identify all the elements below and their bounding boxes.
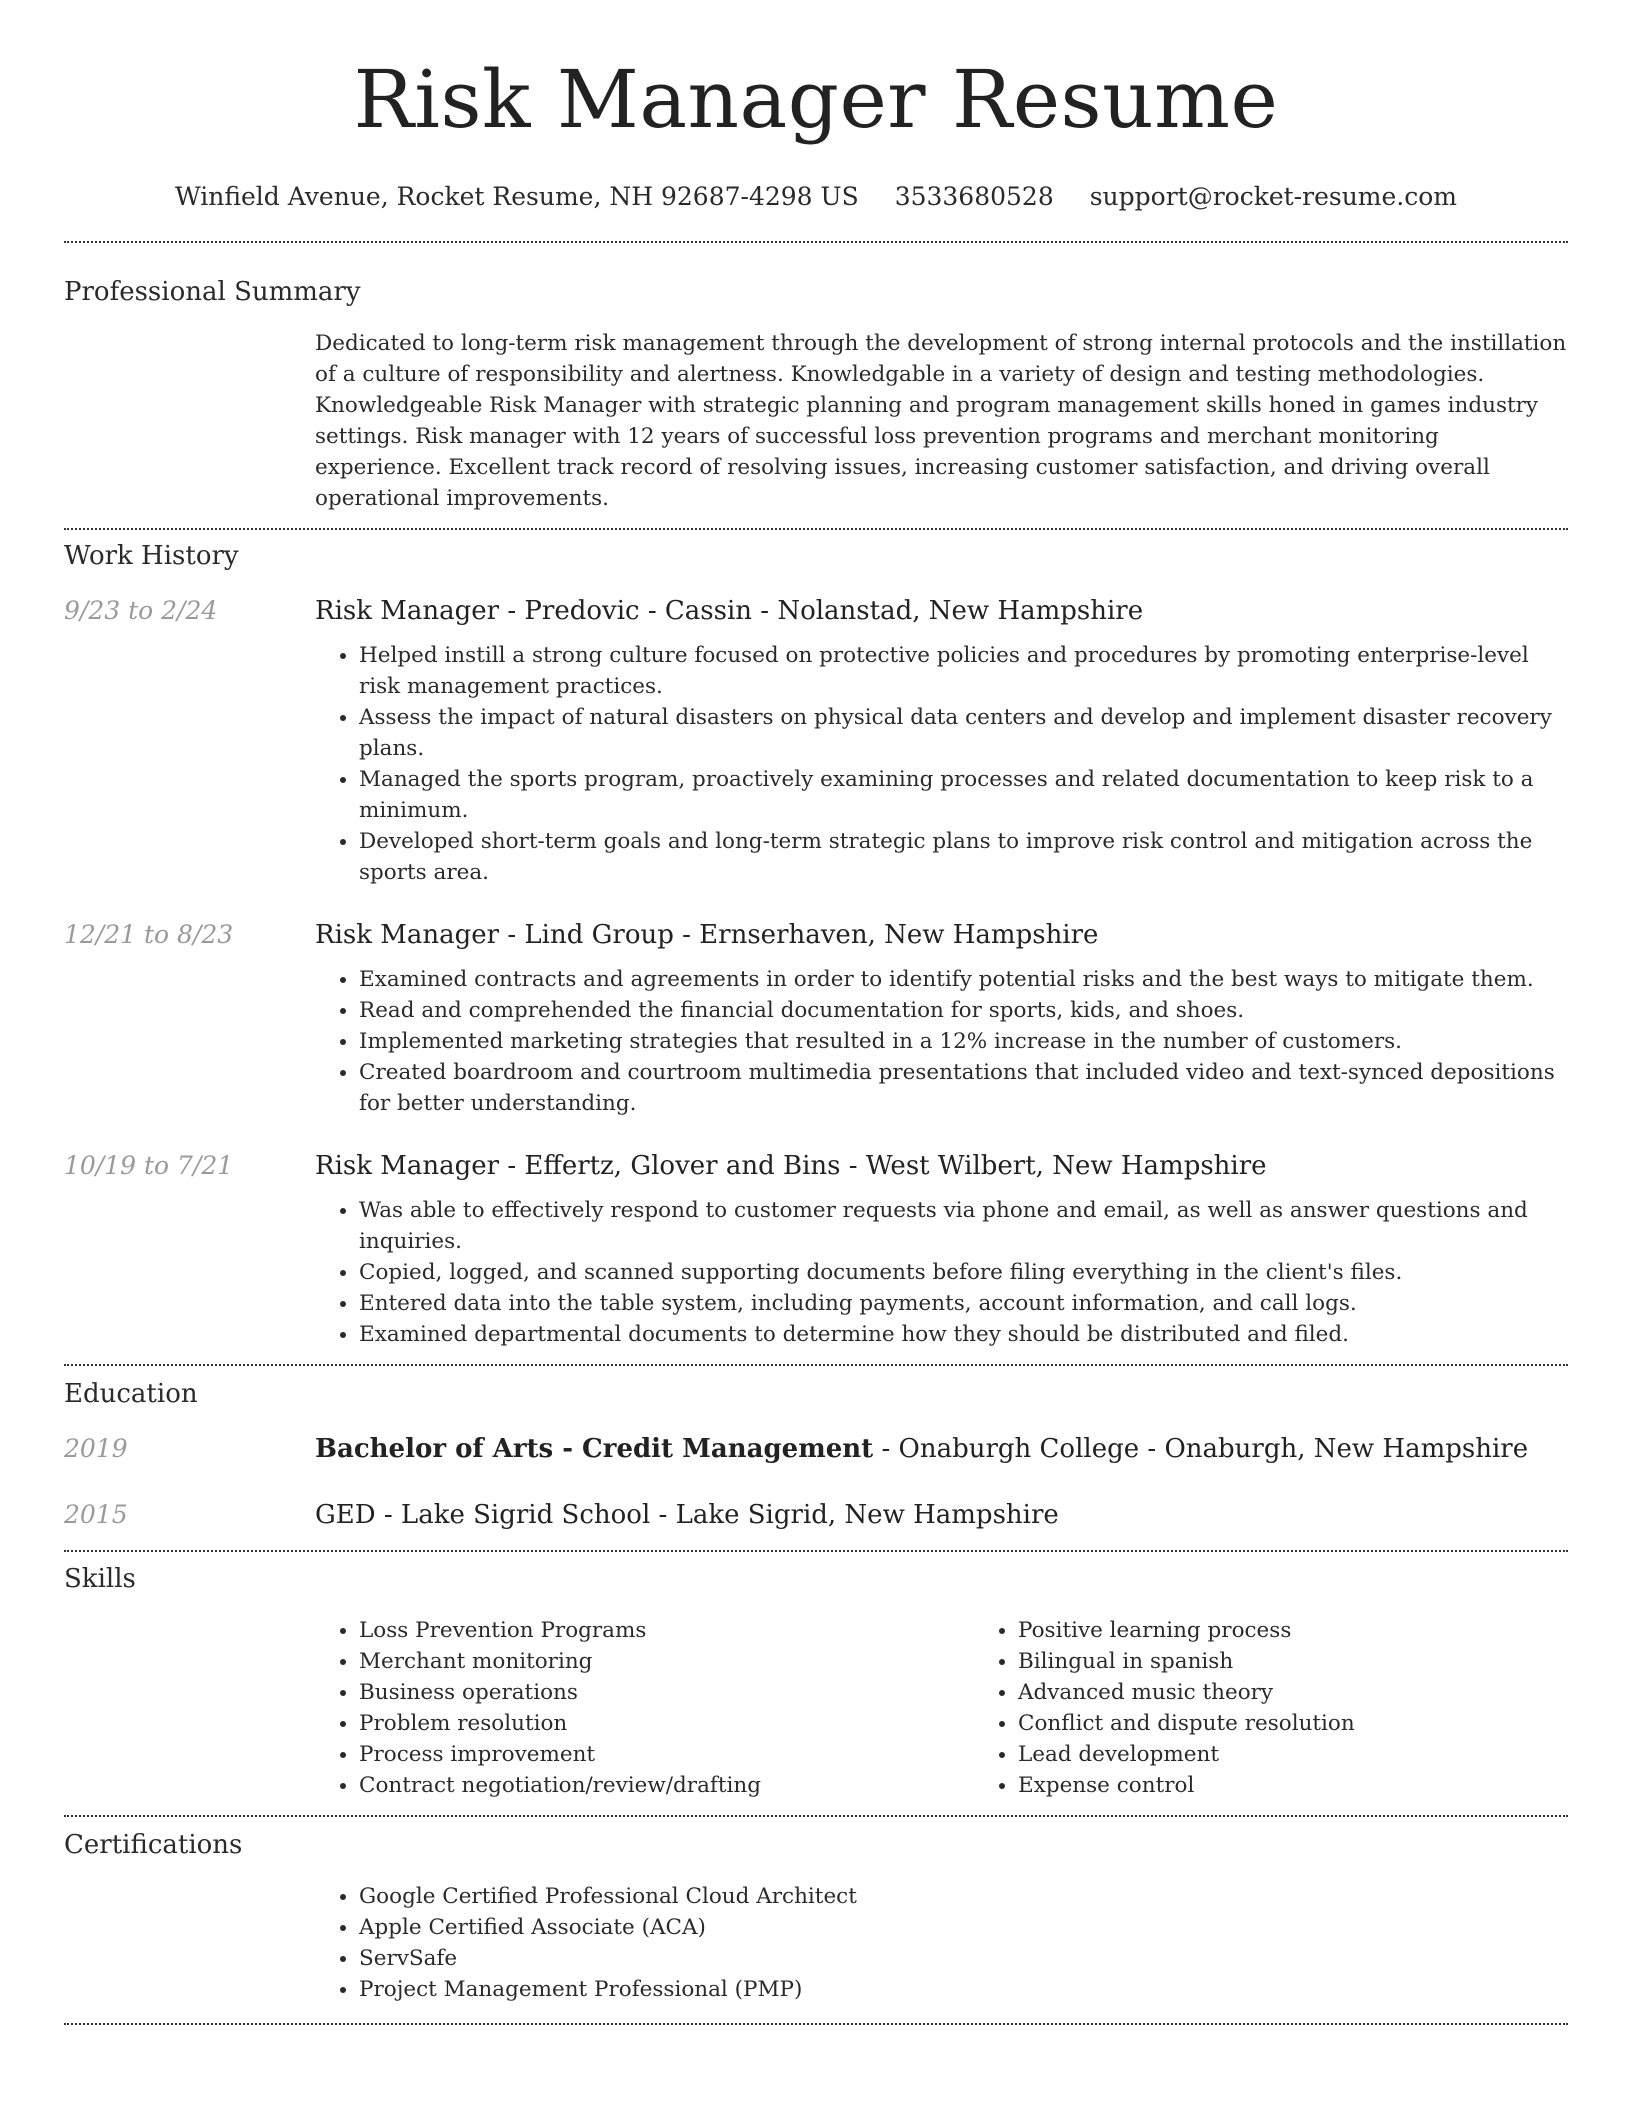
list-item: • Process improvement [359,1739,974,1770]
skills-section [64,1552,1568,1801]
education-year: 2019 [64,1434,128,1463]
list-item: • Merchant monitoring [359,1646,974,1677]
list-item: • Positive learning process [1018,1615,1632,1646]
job-dates: 12/21 to 8/23 [64,920,234,949]
list-item: • Contract negotiation/review/drafting [359,1770,974,1801]
list-item: • Project Management Professional (PMP) [359,1974,1568,2005]
list-item: • Entered data into the table system, including payments, account information, and call logs. [359,1288,1568,1319]
job-entry [64,1149,1568,1350]
education-degree: Bachelor of Arts - Credit Management [315,1434,874,1464]
list-item: • Conflict and dispute resolution [1018,1708,1632,1739]
list-item: • Bilingual in spanish [1018,1646,1632,1677]
resume-title: Risk Manager Resume [353,53,1279,146]
job-bullets [315,964,1568,1119]
job-title: Risk Manager - Lind Group - Ernserhaven, New Hampshire [315,920,1099,950]
education-entry [64,1498,1568,1532]
list-item: • Google Certified Professional Cloud Architect [359,1881,1568,1912]
list-item: • Copied, logged, and scanned supporting documents before filing everything in the client's files. [359,1257,1568,1288]
job-entry [64,594,1568,888]
list-item: • Apple Certified Associate (ACA) [359,1912,1568,1943]
job-entry [64,918,1568,1119]
education-detail [315,1432,1568,1466]
list-item: • Advanced music theory [1018,1677,1632,1708]
work-section [64,530,1568,1350]
education-school: - Lake Sigrid School - Lake Sigrid, New Hampshire [375,1500,1059,1530]
certifications-list [315,1881,1568,2005]
list-item: • Expense control [1018,1770,1632,1801]
job-bullets [315,640,1568,888]
list-item: • Examined contracts and agreements in order to identify potential risks and the best ways to mitigate them. [359,964,1568,995]
list-item: • Business operations [359,1677,974,1708]
list-item: • Helped instill a strong culture focused on protective policies and procedures by promoting enterprise-level risk management practices. [359,640,1568,702]
summary-section [64,243,1568,514]
certifications-section [64,1817,1568,2005]
contact-address: Winfield Avenue, Rocket Resume, NH 92687-4298 US [174,182,859,211]
list-item: • Was able to effectively respond to customer requests via phone and email, as well as answer questions and inquiries. [359,1195,1568,1257]
list-item: • ServSafe [359,1943,1568,1974]
education-detail [315,1498,1568,1532]
skills-list-right [974,1615,1632,1801]
skills-heading: Skills [64,1564,136,1594]
list-item: • Lead development [1018,1739,1632,1770]
education-heading: Education [64,1379,198,1409]
skills-list-left [315,1615,974,1801]
list-item: • Examined departmental documents to determine how they should be distributed and filed. [359,1319,1568,1350]
education-degree: GED [315,1500,376,1530]
education-entry [64,1432,1568,1466]
resume-header [64,0,1568,211]
job-title: Risk Manager - Effertz, Glover and Bins - West Wilbert, New Hampshire [315,1151,1267,1181]
list-item: • Managed the sports program, proactively examining processes and related documentation to keep risk to a minimum. [359,764,1568,826]
education-section [64,1366,1568,1532]
list-item: • Loss Prevention Programs [359,1615,974,1646]
education-school: - Onaburgh College - Onaburgh, New Hampshire [873,1434,1529,1464]
certifications-heading: Certifications [64,1830,243,1860]
list-item: • Problem resolution [359,1708,974,1739]
contact-phone: 3533680528 [894,182,1054,211]
work-heading: Work History [64,541,239,571]
education-year: 2015 [64,1500,128,1529]
list-item: • Implemented marketing strategies that resulted in a 12% increase in the number of customers. [359,1026,1568,1057]
contact-line [64,182,1568,211]
list-item: • Assess the impact of natural disasters on physical data centers and develop and implement disaster recovery plans. [359,702,1568,764]
list-item: • Developed short-term goals and long-term strategic plans to improve risk control and mitigation across the sports area. [359,826,1568,888]
job-bullets [315,1195,1568,1350]
summary-text: Dedicated to long-term risk management through the development of strong internal protocols and the instillation of a culture of responsibility and alertness. Knowledgable in a variety of design and testing methodologies. Knowledgeable Risk Manager with strategic planning and program management skills honed in games industry settings. Risk manager with 12 years of successful loss prevention programs and merchant monitoring experience. Excellent track record of resolving issues, increasing customer satisfaction, and driving overall operational improvements. [315,331,1567,511]
summary-heading: Professional Summary [64,277,361,307]
job-dates: 9/23 to 2/24 [64,596,218,625]
job-dates: 10/19 to 7/21 [64,1151,234,1180]
list-item: • Created boardroom and courtroom multimedia presentations that included video and text-synced depositions for better understanding. [359,1057,1568,1119]
contact-email: support@rocket-resume.com [1089,182,1458,211]
list-item: • Read and comprehended the financial documentation for sports, kids, and shoes. [359,995,1568,1026]
job-title: Risk Manager - Predovic - Cassin - Nolanstad, New Hampshire [315,596,1144,626]
divider [64,2023,1568,2025]
